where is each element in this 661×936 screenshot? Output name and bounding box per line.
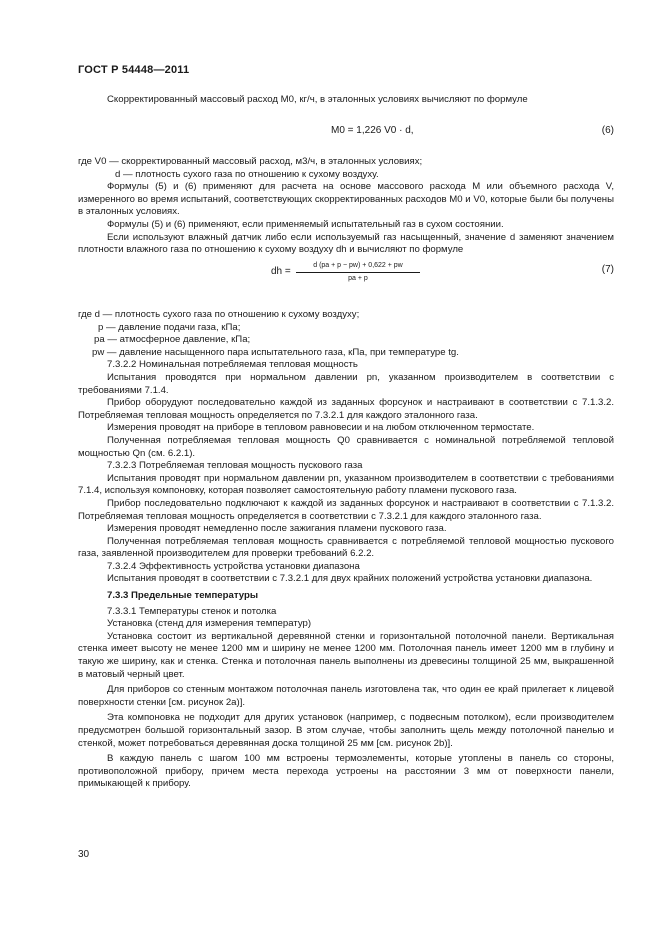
section-7-3-3-1-p1: Установка состоит из вертикальной деревянной стенки и горизонтальной потолочной панели. Вертикальная стенка имеет высоту не менее 1200 мм и ширину не менее 1200 мм. Потолочная панель имеет 1200 мм в глубину и такую же ширину, как и стенка. Стенка и потолочная панель выполнены из древесины толщиной 25 мм, выкрашенной в матовый черный цвет. [78, 630, 614, 680]
formula-6: M0 = 1,226 V0 · d, [331, 125, 414, 136]
intro-paragraph: Скорректированный массовый расход M0, кг/ч, в эталонных условиях вычисляют по формуле [107, 94, 528, 105]
section-7-3-2-3-p2: Прибор последовательно подключают к каждой из заданных форсунок и настраивают в соответствии с 7.1.3.2. Потребляемая тепловая мощность определяется в соответствии с 7.3.2.1 для каждого эталонного газа. [78, 497, 614, 522]
paragraph-formulas-usage: Формулы (5) и (6) применяют для расчета на основе массового расхода M или объемного расхода V, измеренного во время испытаний, соответствующих скорректированных расходов M0 и V0, которые были бы получены в эталонных условиях. [78, 181, 614, 218]
where-p: p — давление подачи газа, кПа; [98, 321, 241, 333]
paragraph-dry-gas: Формулы (5) и (6) применяют, если применяемый испытательный газ в сухом состоянии. [107, 218, 504, 230]
where-pa: pa — атмосферное давление, кПа; [94, 334, 251, 346]
formula-7-denominator: pa + p [348, 275, 368, 282]
section-7-3-3-1-p2: Для приборов со стенным монтажом потолочная панель изготовлена так, что один ее край прилегает к лицевой поверхности стенки [см. рисунок 2а)]. [78, 684, 614, 708]
document-header: ГОСТ Р 54448—2011 [78, 64, 190, 76]
page-number: 30 [78, 849, 90, 860]
section-7-3-2-2-p4: Полученная потребляемая тепловая мощность Q0 сравнивается с номинальной потребляемой тепловой мощностью Qn (см. 6.2.1). [78, 434, 614, 459]
section-7-3-2-2-p2: Прибор оборудуют последовательно каждой из заданных форсунок и настраивают в соответствии с 7.1.3.2. Потребляемая тепловая мощность определяется по 7.3.2.1 для каждого эталонного газа. [78, 397, 614, 421]
section-7-3-3-1-subtitle: Установка (стенд для измерения температур) [107, 618, 312, 630]
formula-7-number: (7) [601, 264, 614, 275]
where-d: d — плотность сухого газа по отношению к сухому воздуху. [115, 168, 379, 180]
section-7-3-2-2-title: 7.3.2.2 Номинальная потребляемая тепловая мощность [107, 359, 358, 371]
formula-7-fraction-line [296, 272, 420, 273]
section-7-3-2-3-title: 7.3.2.3 Потребляемая тепловая мощность пускового газа [107, 460, 363, 472]
section-7-3-2-2-p3: Измерения проводят на приборе в тепловом равновесии и на любом отключенном термостате. [107, 422, 535, 434]
section-7-3-3-title: 7.3.3 Предельные температуры [107, 590, 259, 602]
where-pw: pw — давление насыщенного пара испытательного газа, кПа, при температуре tg. [92, 346, 459, 358]
paragraph-wet-gas: Если используют влажный датчик либо если используемый газ насыщенный, значение d заменяют значением плотности влажного газа по отношению к сухому воздуху dh и вычисляют по формуле [78, 231, 614, 256]
formula-7-lhs: dh = [271, 266, 291, 277]
section-7-3-2-2-p1: Испытания проводятся при нормальном давлении pn, указанном производителем в соответствии с требованиями 7.1.4. [78, 371, 614, 396]
section-7-3-2-3-p3: Измерения проводят немедленно после зажигания пламени пускового газа. [107, 523, 447, 535]
section-7-3-2-3-p1: Испытания проводят при нормальном давлении pn, указанном производителем в соответствии с требованиями 7.1.4, используя компоновку, которая позволяет самостоятельную работу пламени пускового газа. [78, 472, 614, 497]
section-7-3-3-1-title: 7.3.3.1 Температуры стенок и потолка [107, 605, 277, 617]
main-text-block [78, 309, 614, 791]
intro-block [78, 94, 614, 107]
where-block-1 [78, 156, 614, 257]
formula-7-numerator: d (pa + p − pw) + 0,622 + pw [313, 262, 403, 269]
section-7-3-3-1-p4: В каждую панель с шагом 100 мм встроены термоэлементы, которые утоплены в панель со стороны, противоположной прибору, причем места перехода устроены на расстоянии 3 мм от поверхности панели, примыкающей к прибору. [78, 753, 614, 790]
formula-6-number: (6) [601, 125, 614, 136]
where-d-2: где d — плотность сухого газа по отношению к сухому воздуху; [78, 309, 360, 320]
section-7-3-3-1-p3: Эта компоновка не подходит для других установок (например, с подвесным потолком), если производителем предусмотрен большой горизонтальный зазор. В этом случае, чтобы заполнить щель между потолочной панелью и стенкой, может потребоваться деревянная доска толщиной 25 мм [см. рисунок 2b)]. [78, 712, 614, 749]
section-7-3-2-4-title: 7.3.2.4 Эффективность устройства установки диапазона [107, 560, 360, 572]
where-v0: где V0 — скорректированный массовый расход, м3/ч, в эталонных условиях; [78, 156, 423, 167]
section-7-3-2-4-p1: Испытания проводят в соответствии с 7.3.2.1 для двух крайних положений устройства установки диапазона. [107, 573, 593, 585]
section-7-3-2-3-p4: Полученная потребляемая тепловая мощность сравнивается с потребляемой тепловой мощностью пускового газа, заявленной производителем для проверки требований 6.2.2. [78, 535, 614, 560]
